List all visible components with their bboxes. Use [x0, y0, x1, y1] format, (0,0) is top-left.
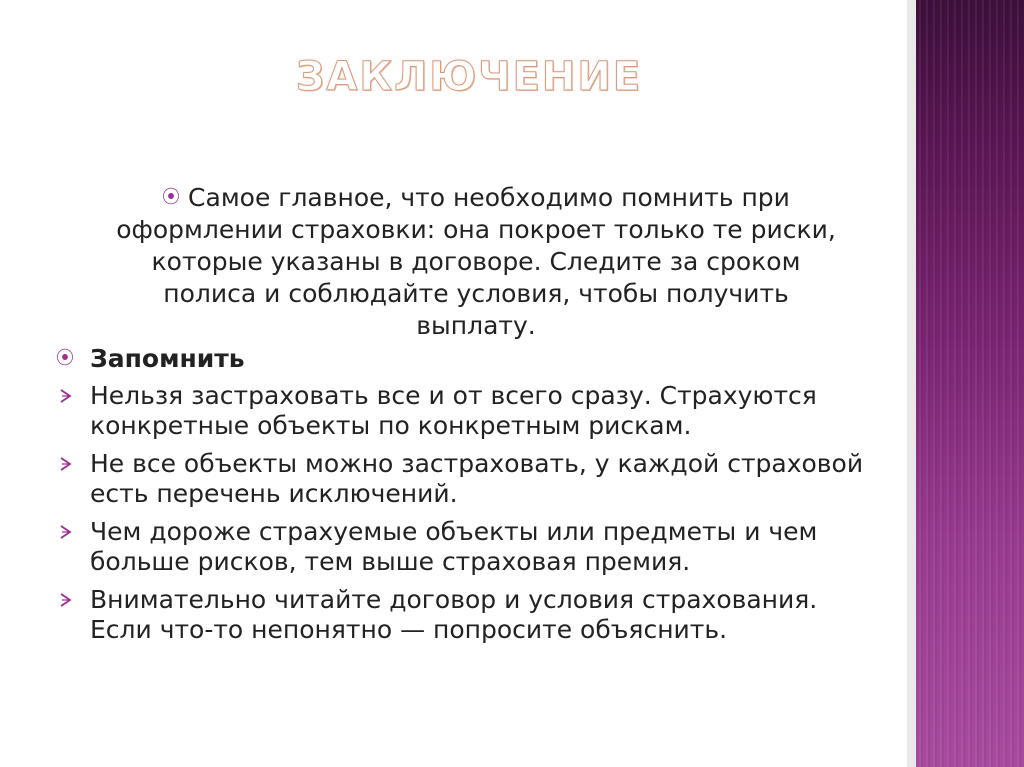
- arrow-bullet-icon: [58, 591, 74, 609]
- list-item: [56, 449, 876, 509]
- list-item-text: Не все объекты можно застраховать, у каждой страховой есть перечень исключений.: [90, 449, 864, 508]
- list-item-text: Чем дороже страхуемые объекты или предметы и чем больше рисков, тем выше страховая премия.: [90, 517, 818, 576]
- arrow-bullet-icon: [58, 523, 74, 541]
- list-item: [56, 585, 876, 645]
- arrow-bullet-icon: [58, 455, 74, 473]
- remember-heading: [56, 343, 245, 375]
- arrow-bullet-icon: [58, 387, 74, 405]
- band-stripes: [916, 0, 1024, 767]
- target-bullet-icon: ⦿: [56, 348, 74, 369]
- decorative-purple-band: [916, 0, 1024, 767]
- side-divider-strip: [907, 0, 916, 767]
- intro-paragraph: [106, 182, 846, 342]
- list-item: [56, 517, 876, 577]
- slide-title: ЗАКЛЮЧЕНИЕ: [296, 54, 643, 100]
- remember-heading-text: Запомнить: [90, 344, 245, 373]
- list-item-text: Внимательно читайте договор и условия страхования. Если что-то непонятно — попросите объяснить.: [90, 585, 818, 644]
- target-bullet-icon: ⦿: [162, 187, 181, 208]
- list-item-text: Нельзя застраховать все и от всего сразу. Страхуются конкретные объекты по конкретным рискам.: [90, 381, 817, 440]
- list-item: [56, 381, 876, 441]
- intro-text: Самое главное, что необходимо помнить при оформлении страховки: она покроет только те риски, которые указаны в договоре. Следите за сроком полиса и соблюдайте условия, чтобы получить выплату.: [116, 183, 836, 340]
- remember-list: [56, 381, 876, 653]
